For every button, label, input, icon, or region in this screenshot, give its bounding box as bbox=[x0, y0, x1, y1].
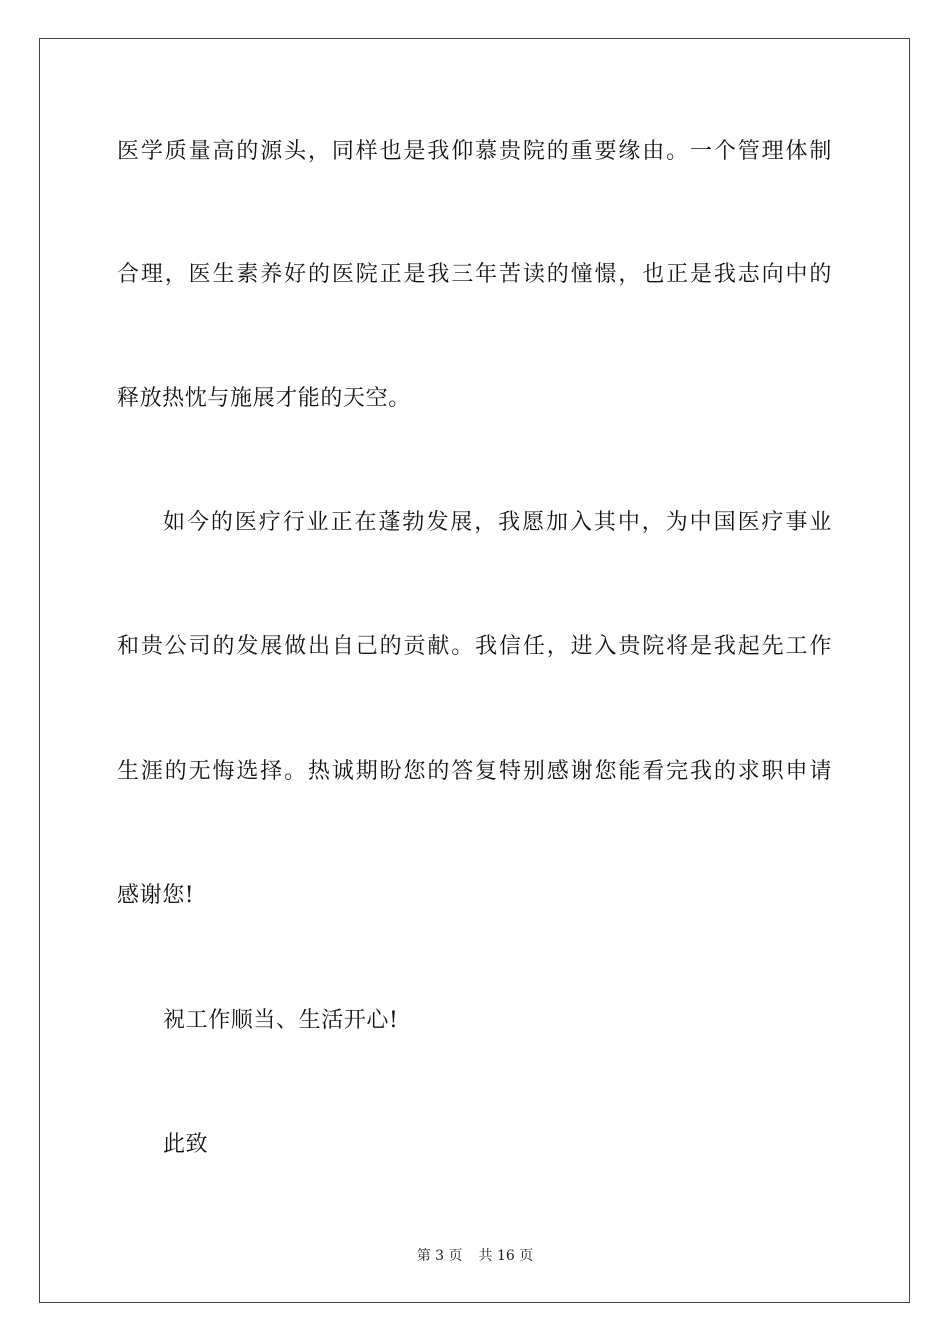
page-total: 共 16 页 bbox=[478, 1248, 534, 1264]
closing-wish: 祝工作顺当、生活开心! bbox=[163, 1008, 399, 1033]
salutation: 此致 bbox=[163, 1132, 209, 1157]
body-line-5: 和贵公司的发展做出自己的贡献。我信任，进入贵院将是我起先工作 bbox=[117, 634, 832, 659]
body-line-4: 如今的医疗行业正在蓬勃发展，我愿加入其中，为中国医疗事业 bbox=[163, 510, 832, 535]
body-line-3: 释放热忱与施展才能的天空。 bbox=[117, 386, 411, 411]
page-border bbox=[39, 38, 910, 1303]
page-number: 第 3 页 bbox=[416, 1248, 463, 1264]
body-line-1: 医学质量高的源头，同样也是我仰慕贵院的重要缘由。一个管理体制 bbox=[117, 139, 832, 164]
body-line-6: 生涯的无悔选择。热诚期盼您的答复特别感谢您能看完我的求职申请 bbox=[117, 759, 832, 784]
page-footer bbox=[0, 1247, 950, 1265]
body-line-2: 合理，医生素养好的医院正是我三年苦读的憧憬，也正是我志向中的 bbox=[117, 262, 832, 287]
body-line-7: 感谢您! bbox=[117, 883, 195, 908]
